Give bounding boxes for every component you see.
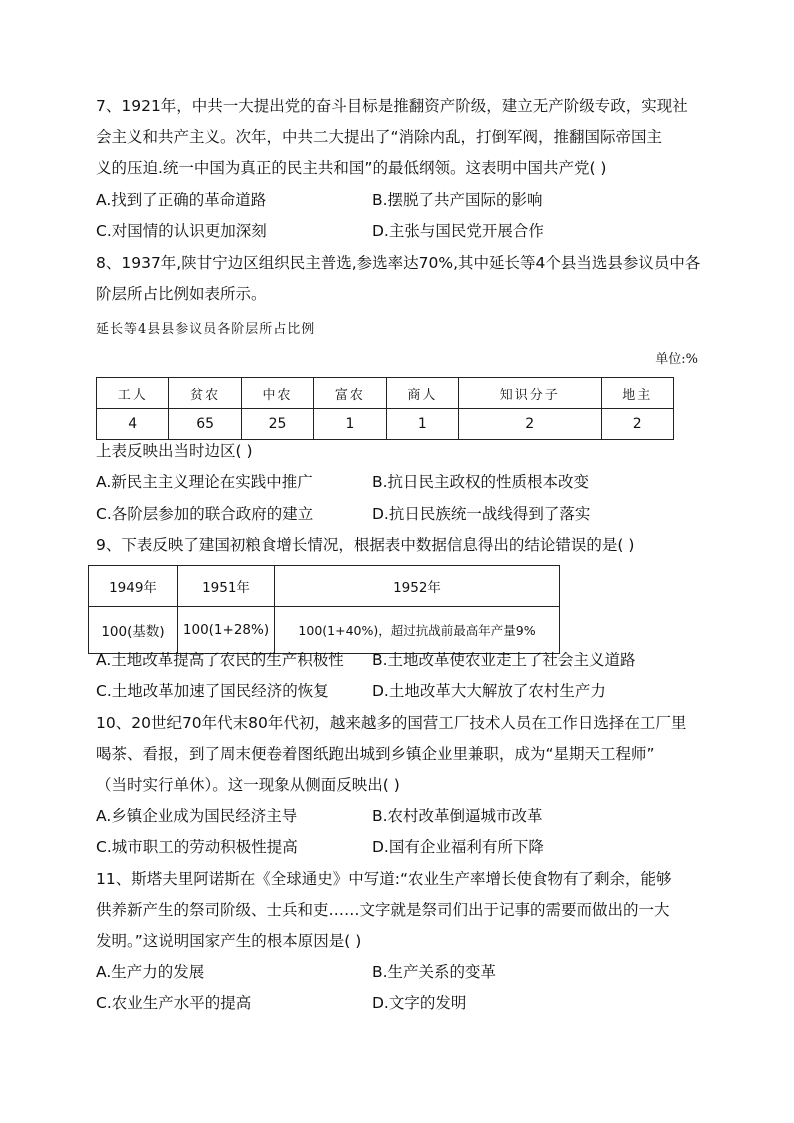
q9-table xyxy=(88,565,560,654)
q8-option-c: C.各阶层参加的联合政府的建立 xyxy=(96,505,314,523)
table-row xyxy=(97,409,674,440)
table-header-row xyxy=(89,566,560,607)
q8-table xyxy=(96,377,674,440)
table-header-cell: 富农 xyxy=(314,378,386,409)
table-header-cell: 1951年 xyxy=(178,566,275,607)
q10-stem-line-2: 喝茶、看报，到了周末便卷着图纸跑出城到乡镇企业里兼职，成为“星期天工程师” xyxy=(96,745,655,763)
table-header-cell: 1949年 xyxy=(89,566,178,607)
table-header-cell: 贫农 xyxy=(169,378,241,409)
table-cell: 100(1+40%)，超过抗战前最高年产量9% xyxy=(275,607,560,654)
q9-option-d: D.土地改革大大解放了农村生产力 xyxy=(372,682,606,700)
table-header-cell: 1952年 xyxy=(275,566,560,607)
q10-option-b: B.农村改革倒逼城市改革 xyxy=(372,807,543,825)
q7-option-c: C.对国情的认识更加深刻 xyxy=(96,222,267,240)
q9-stem: 9、下表反映了建国初粮食增长情况，根据表中数据信息得出的结论错误的是( ) xyxy=(96,536,635,554)
table-cell: 2 xyxy=(459,409,601,440)
q10-option-d: D.国有企业福利有所下降 xyxy=(372,838,544,856)
q11-stem-line-3: 发明。”这说明国家产生的根本原因是( ) xyxy=(96,932,362,950)
table-cell: 1 xyxy=(314,409,386,440)
q8-table-unit: 单位:% xyxy=(655,352,698,367)
q9-option-a: A.土地改革提高了农民的生产积极性 xyxy=(96,651,344,669)
q7-stem-line-1: 7、1921年，中共一大提出党的奋斗目标是推翻资产阶级，建立无产阶级专政，实现社 xyxy=(96,97,688,115)
q8-stem-line-1: 8、1937年,陕甘宁边区组织民主普选,参选率达70%,其中延长等4个县当选县参议员中各 xyxy=(96,254,701,272)
q7-option-a: A.找到了正确的革命道路 xyxy=(96,191,267,209)
table-cell: 25 xyxy=(241,409,313,440)
q11-option-a: A.生产力的发展 xyxy=(96,963,205,981)
table-cell: 4 xyxy=(97,409,169,440)
table-header-cell: 地主 xyxy=(601,378,674,409)
q11-option-d: D.文字的发明 xyxy=(372,994,467,1012)
table-header-cell: 中农 xyxy=(241,378,313,409)
q10-option-a: A.乡镇企业成为国民经济主导 xyxy=(96,807,298,825)
q9-option-c: C.土地改革加速了国民经济的恢复 xyxy=(96,682,329,700)
q9-option-b: B.土地改革使农业走上了社会主义道路 xyxy=(372,651,636,669)
q11-stem-line-1: 11、斯塔夫里阿诺斯在《全球通史》中写道:“农业生产率增长使食物有了剩余，能够 xyxy=(96,870,672,888)
q8-stem-line-2: 阶层所占比例如表所示。 xyxy=(96,285,267,303)
table-cell: 65 xyxy=(169,409,241,440)
q7-option-b: B.摆脱了共产国际的影响 xyxy=(372,191,543,209)
table-header-cell: 知识分子 xyxy=(459,378,601,409)
table-cell: 100(基数) xyxy=(89,607,178,654)
table-cell: 1 xyxy=(386,409,458,440)
table-cell: 2 xyxy=(601,409,674,440)
q11-option-b: B.生产关系的变革 xyxy=(372,963,497,981)
q11-stem-line-2: 供养新产生的祭司阶级、士兵和吏……文字就是祭司们出于记事的需要而做出的一大 xyxy=(96,901,670,919)
q8-option-d: D.抗日民族统一战线得到了落实 xyxy=(372,505,591,523)
q8-table-caption: 延长等4县县参议员各阶层所占比例 xyxy=(96,322,316,337)
table-row xyxy=(89,607,560,654)
q8-option-b: B.抗日民主政权的性质根本改变 xyxy=(372,473,590,491)
table-header-cell: 工人 xyxy=(97,378,169,409)
table-header-cell: 商人 xyxy=(386,378,458,409)
table-cell: 100(1+28%) xyxy=(178,607,275,654)
q10-option-c: C.城市职工的劳动积极性提高 xyxy=(96,838,298,856)
q10-stem-line-1: 10、20世纪70年代末80年代初，越来越多的国营工厂技术人员在工作日选择在工厂里 xyxy=(96,714,687,732)
q10-stem-line-3: （当时实行单休）。这一现象从侧面反映出( ) xyxy=(96,776,400,794)
q7-stem-line-2: 会主义和共产主义。次年，中共二大提出了“消除内乱，打倒军阀，推翻国际帝国主 xyxy=(96,128,663,146)
q7-option-d: D.主张与国民党开展合作 xyxy=(372,222,544,240)
q8-followup: 上表反映出当时边区( ) xyxy=(96,442,253,460)
table-header-row xyxy=(97,378,674,409)
q11-option-c: C.农业生产水平的提高 xyxy=(96,994,252,1012)
q8-option-a: A.新民主主义理论在实践中推广 xyxy=(96,473,313,491)
q7-stem-line-3: 义的压迫.统一中国为真正的民主共和国”的最低纲领。这表明中国共产党( ) xyxy=(96,159,607,177)
